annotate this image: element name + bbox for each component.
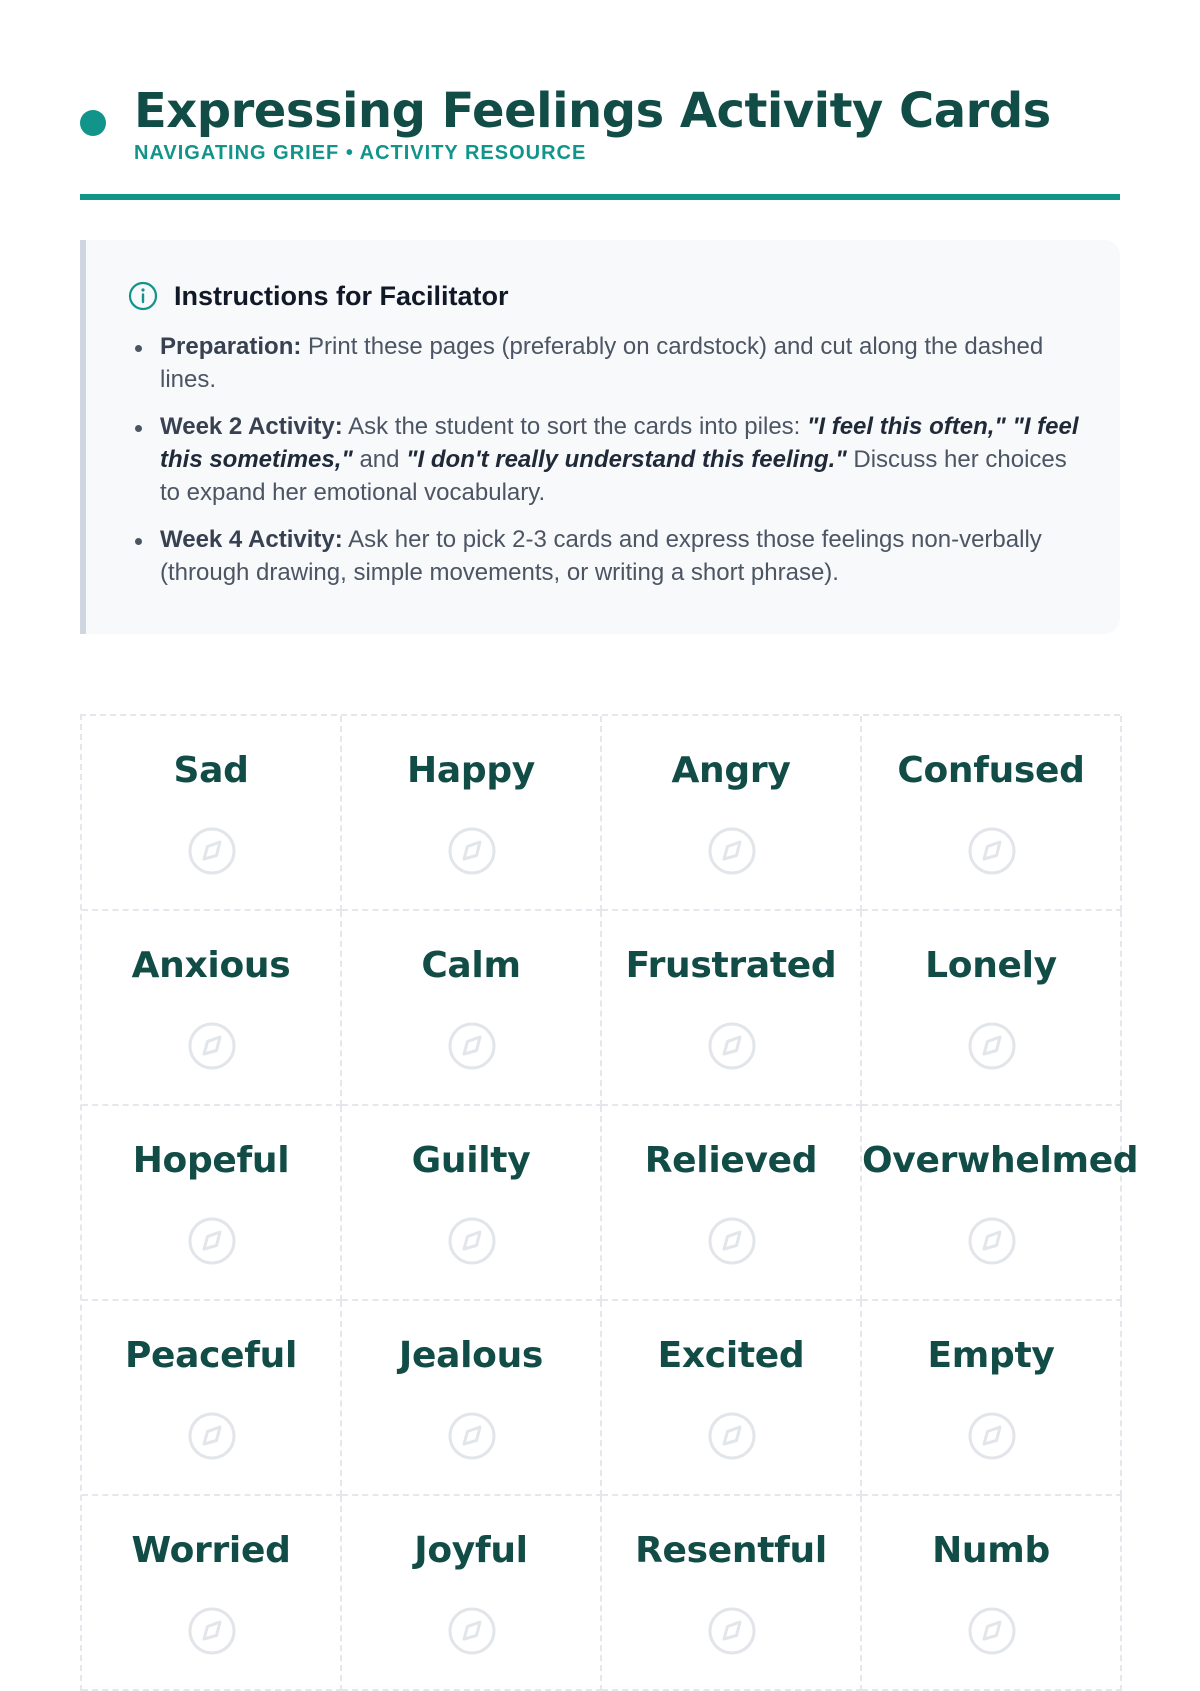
- compass-icon: [447, 1216, 497, 1266]
- compass-icon: [447, 1411, 497, 1461]
- instruction-quote: "I feel this often,": [807, 413, 1006, 440]
- feeling-card-label: Calm: [421, 945, 521, 986]
- feeling-card-label: Numb: [932, 1530, 1050, 1571]
- compass-icon: [707, 1021, 757, 1071]
- compass-icon: [707, 826, 757, 876]
- feeling-card-label: Worried: [131, 1530, 291, 1571]
- page-header: [80, 0, 1120, 200]
- compass-icon: [707, 1216, 757, 1266]
- compass-icon: [707, 1411, 757, 1461]
- page-subtitle: NAVIGATING GRIEF • ACTIVITY RESOURCE: [134, 142, 587, 164]
- instruction-text: and: [352, 446, 407, 473]
- instruction-text: Discuss her choices to expand her emotional vocabulary.: [160, 446, 1067, 506]
- instructions-list: [128, 330, 1080, 589]
- feeling-card-label: Hopeful: [132, 1140, 290, 1181]
- feeling-card-label: Excited: [657, 1335, 805, 1376]
- compass-icon: [967, 826, 1017, 876]
- instructions-header: [128, 280, 1080, 312]
- compass-icon: [187, 1411, 237, 1461]
- compass-icon: [447, 1606, 497, 1656]
- feeling-card-resentful: [602, 1496, 862, 1691]
- compass-icon: [187, 1606, 237, 1656]
- compass-icon: [967, 1021, 1017, 1071]
- compass-icon: [447, 826, 497, 876]
- compass-icon: [707, 1606, 757, 1656]
- feeling-card-label: Relieved: [644, 1140, 818, 1181]
- feeling-card-calm: [342, 911, 602, 1106]
- instruction-label: Week 4 Activity:: [160, 526, 343, 553]
- feeling-card-label: Peaceful: [124, 1335, 298, 1376]
- feeling-card-peaceful: [82, 1301, 342, 1496]
- compass-icon: [187, 1021, 237, 1071]
- feeling-card-empty: [862, 1301, 1122, 1496]
- feeling-card-anxious: [82, 911, 342, 1106]
- compass-icon: [187, 1216, 237, 1266]
- feeling-card-label: Anxious: [131, 945, 291, 986]
- feeling-card-label: Lonely: [925, 945, 1057, 986]
- instruction-item-week-2: [160, 410, 1080, 509]
- feeling-card-angry: [602, 716, 862, 911]
- feeling-card-guilty: [342, 1106, 602, 1301]
- instruction-item-preparation: [160, 330, 1080, 396]
- feeling-card-label: Sad: [173, 750, 249, 791]
- feeling-card-numb: [862, 1496, 1122, 1691]
- instruction-text: Ask her to pick 2-3 cards and express those feelings non-verbally (through drawing, simple movements, or writing a short phrase).: [160, 526, 1042, 586]
- feeling-card-label: Frustrated: [625, 945, 837, 986]
- feeling-card-worried: [82, 1496, 342, 1691]
- instructions-panel: [80, 240, 1120, 634]
- feeling-card-confused: [862, 716, 1122, 911]
- instruction-label: Preparation:: [160, 333, 302, 360]
- instructions-title: Instructions for Facilitator: [174, 280, 509, 311]
- feeling-card-excited: [602, 1301, 862, 1496]
- feeling-cards-grid: [80, 714, 1139, 1691]
- instruction-item-week-4: [160, 523, 1080, 589]
- compass-icon: [967, 1606, 1017, 1656]
- instruction-text: Ask the student to sort the cards into piles:: [342, 413, 807, 440]
- feeling-card-label: Resentful: [635, 1530, 827, 1571]
- feeling-card-overwhelmed: [862, 1106, 1139, 1301]
- feeling-card-label: Happy: [407, 750, 535, 791]
- feeling-card-joyful: [342, 1496, 602, 1691]
- feeling-card-label: Confused: [897, 750, 1085, 791]
- feeling-card-label: Guilty: [411, 1140, 531, 1181]
- feeling-card-jealous: [342, 1301, 602, 1496]
- page: [80, 0, 1139, 1571]
- info-icon: [128, 281, 158, 311]
- feeling-card-hopeful: [82, 1106, 342, 1301]
- compass-icon: [967, 1216, 1017, 1266]
- compass-icon: [967, 1411, 1017, 1461]
- feeling-card-label: Jealous: [398, 1335, 544, 1376]
- feeling-card-relieved: [602, 1106, 862, 1301]
- feeling-card-sad: [82, 716, 342, 911]
- feeling-card-label: Joyful: [414, 1530, 528, 1571]
- feeling-card-lonely: [862, 911, 1122, 1106]
- instruction-label: Week 2 Activity:: [160, 413, 343, 440]
- instruction-quote: "I don't really understand this feeling.": [406, 446, 847, 473]
- feeling-card-happy: [342, 716, 602, 911]
- compass-icon: [447, 1021, 497, 1071]
- instruction-text: Print these pages (preferably on cardstock) and cut along the dashed lines.: [160, 333, 1044, 393]
- instruction-quote: "I feel this sometimes,": [160, 413, 1079, 473]
- page-title: Expressing Feelings Activity Cards: [134, 83, 1051, 139]
- compass-icon: [187, 826, 237, 876]
- feeling-card-label: Angry: [671, 750, 791, 791]
- header-dot-icon: [80, 110, 106, 136]
- feeling-card-frustrated: [602, 911, 862, 1106]
- feeling-card-label: Empty: [927, 1335, 1055, 1376]
- feeling-card-label: Overwhelmed: [862, 1140, 1139, 1181]
